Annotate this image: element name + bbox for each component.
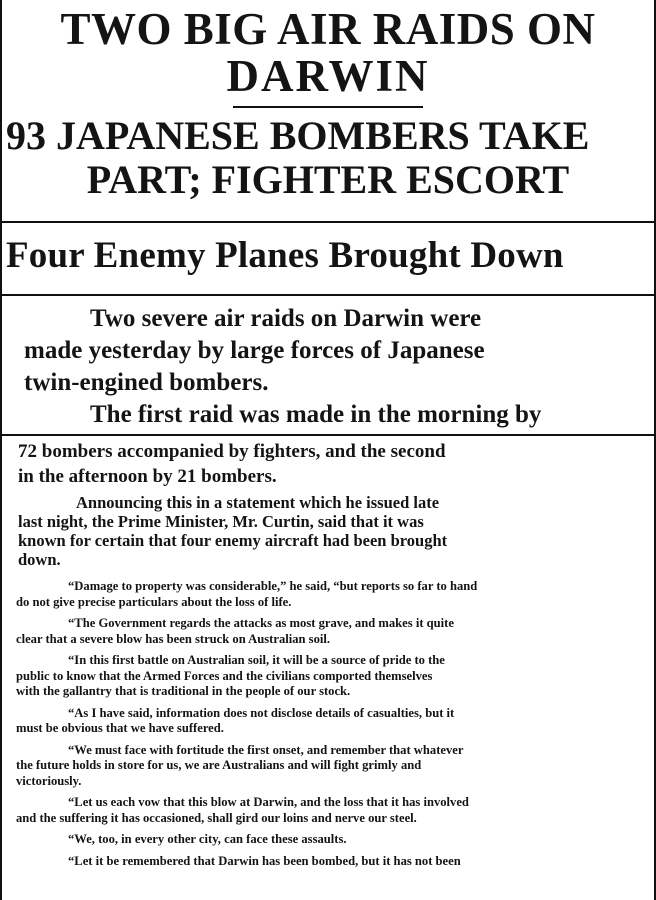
quote-paragraph xyxy=(2,616,654,647)
lead-line: made yesterday by large forces of Japanese xyxy=(24,337,485,364)
body-line: 72 bombers accompanied by fighters, and the second xyxy=(18,441,446,462)
quote-line: victoriously. xyxy=(16,773,82,788)
section-rule xyxy=(2,294,654,296)
quote-paragraph xyxy=(2,706,654,737)
quote-line: do not give precise particulars about the loss of life. xyxy=(16,594,292,609)
body-line: Announcing this in a statement which he issued late xyxy=(76,493,440,512)
quote-paragraph xyxy=(2,854,654,870)
deck-headline: Four Enemy Planes Brought Down xyxy=(6,235,564,276)
quote-line: “Damage to property was considerable,” he said, “but reports so far to hand xyxy=(68,579,478,593)
body-line: down. xyxy=(18,550,61,569)
lead-block xyxy=(2,297,654,433)
quote-paragraph xyxy=(2,579,654,610)
quote-paragraph xyxy=(2,795,654,826)
quote-paragraph xyxy=(2,743,654,790)
deck-block xyxy=(2,224,654,294)
headline-line-2: DARWIN xyxy=(226,51,430,101)
quote-line: and the suffering it has occasioned, shall gird our loins and nerve our steel. xyxy=(16,810,417,825)
quote-line: “We, too, in every other city, can face these assaults. xyxy=(68,832,347,846)
lead-paragraph xyxy=(2,303,654,431)
quote-line: with the gallantry that is traditional in the people of our stock. xyxy=(16,684,351,698)
subheadline-line-2: PART; FIGHTER ESCORT xyxy=(86,157,570,202)
body-block xyxy=(2,437,654,900)
lead-line: Two severe air raids on Darwin were xyxy=(90,305,482,332)
quote-line: public to know that the Armed Forces and the civilians comported themselves xyxy=(16,668,433,683)
lead-line: The first raid was made in the morning by xyxy=(90,401,542,428)
body-line: known for certain that four enemy aircraft had been brought xyxy=(18,531,448,550)
quote-line: “Let it be remembered that Darwin has been bombed, but it has not been xyxy=(68,853,461,868)
quote-line: the future holds in store for us, we are Australians and will fight grimly and xyxy=(16,758,422,772)
headline-divider xyxy=(233,106,423,108)
announcement-paragraph xyxy=(2,493,654,569)
continuation-paragraph xyxy=(2,439,654,489)
section-rule xyxy=(2,434,654,436)
subheadline xyxy=(2,114,654,202)
quote-line: “As I have said, information does not disclose details of casualties, but it xyxy=(68,705,455,720)
headline xyxy=(2,6,654,100)
quote-line: must be obvious that we have suffered. xyxy=(16,721,224,735)
quote-line: “We must face with fortitude the first onset, and remember that whatever xyxy=(68,742,464,757)
body-line: last night, the Prime Minister, Mr. Curtin, said that it was xyxy=(18,512,424,531)
subheadline-line-1: 93 JAPANESE BOMBERS TAKE xyxy=(6,113,590,158)
quote-line: “The Government regards the attacks as most grave, and makes it quite xyxy=(68,616,454,630)
quote-paragraph xyxy=(2,653,654,700)
lead-line: twin-engined bombers. xyxy=(24,369,269,396)
quote-line: “In this first battle on Australian soil, it will be a source of pride to the xyxy=(68,653,445,667)
headline-line-1: TWO BIG AIR RAIDS ON xyxy=(60,4,596,54)
quote-line: “Let us each vow that this blow at Darwin, and the loss that it has involved xyxy=(68,795,469,809)
quote-paragraph xyxy=(2,832,654,848)
section-rule xyxy=(2,221,654,223)
quote-line: clear that a severe blow has been struck on Australian soil. xyxy=(16,631,331,646)
headline-block xyxy=(2,0,654,222)
body-line: in the afternoon by 21 bombers. xyxy=(18,466,277,487)
